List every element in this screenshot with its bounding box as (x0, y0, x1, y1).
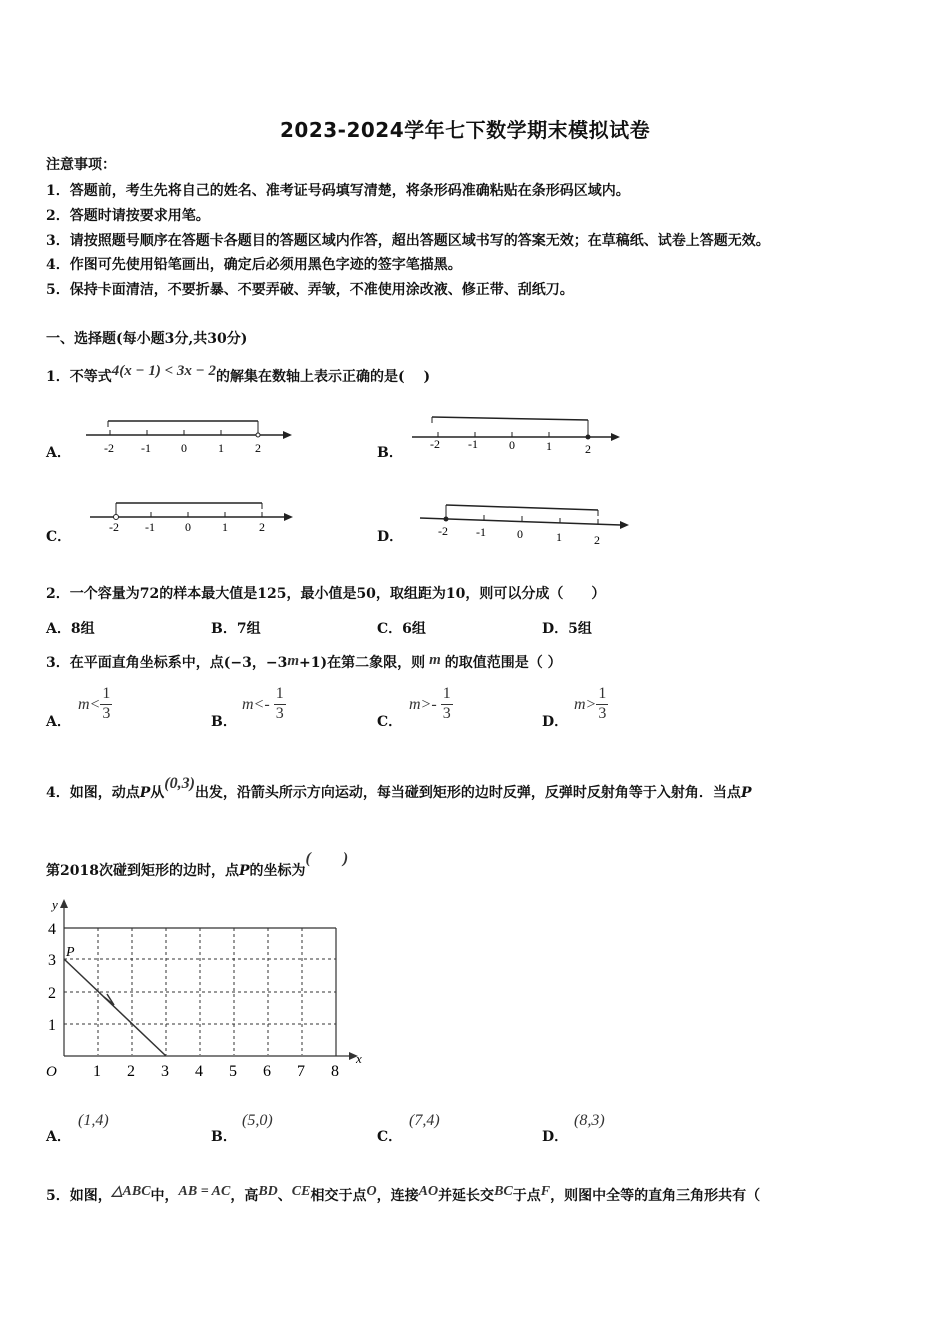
tick-label: 2 (585, 442, 591, 456)
notice-heading: 注意事项： (46, 157, 116, 173)
tick-label: -2 (109, 520, 119, 534)
x-tick: 4 (195, 1063, 203, 1080)
q3-option-d-expr: m> $\frac{1}{3}$ (574, 685, 607, 722)
tick-label: 0 (517, 527, 523, 541)
tick-label: -2 (104, 441, 114, 455)
q2-option-b: B．7组 (211, 621, 261, 637)
tick-label: -2 (430, 437, 440, 451)
notice-item: 1．答题前，考生先将自己的姓名、准考证号码填写清楚，将条形码准确粘贴在条形码区域内。 (46, 183, 630, 199)
question-5: 5．如图，△ABC中，AB = AC，高BD、CE相交于点O，连接AO并延长交BC于点F，则图中全等的直角三角形共有（ (46, 1184, 761, 1204)
tick-label: 1 (546, 439, 552, 453)
q2-option-c: C．6组 (377, 621, 426, 637)
tick-label: -1 (141, 441, 151, 455)
q4-option-c-label: C． (377, 1129, 403, 1145)
q3-option-a-expr: m< $\frac{1}{3}$ (78, 685, 111, 722)
tick-label: 0 (185, 520, 191, 534)
q1-option-b-label: B． (377, 445, 403, 461)
tick-label: -1 (476, 525, 486, 539)
q4-option-a: (1,4) (78, 1112, 109, 1129)
tick-label: 2 (259, 520, 265, 534)
question-4-line-2: 第2018次碰到矩形的边时，点P的坐标为( ) (46, 850, 349, 879)
q4-option-d: (8,3) (574, 1112, 605, 1129)
tick-label: 1 (218, 441, 224, 455)
q3-option-b-label: B． (211, 714, 237, 730)
notice-item: 5．保持卡面清洁，不要折暴、不要弄破、弄皱，不准使用涂改液、修正带、刮纸刀。 (46, 282, 574, 298)
tick-label: 0 (509, 438, 515, 452)
page-title: 2023-2024学年七下数学期末模拟试卷 (280, 118, 651, 142)
q4-option-c: (7,4) (409, 1112, 440, 1129)
notice-item: 2．答题时请按要求用笔。 (46, 208, 210, 224)
answer-blank: ( ) (305, 850, 349, 867)
q4-option-d-label: D． (542, 1129, 569, 1145)
q1-option-d-label: D． (377, 529, 404, 545)
tick-label: 0 (181, 441, 187, 455)
tick-label: -2 (438, 524, 448, 538)
notice-item: 3．请按照题号顺序在答题卡各题目的答题区域内作答，超出答题区域书写的答案无效；在草稿纸、试卷上答题无效。 (46, 233, 770, 249)
tick-label: 2 (255, 441, 261, 455)
y-tick: 3 (48, 952, 56, 969)
x-tick: 3 (161, 1063, 169, 1080)
q1-option-c-label: C． (46, 529, 72, 545)
question-3: 3．在平面直角坐标系中，点(−3，−3m+1)在第二象限，则 m 的取值范围是（ ） (46, 652, 562, 671)
y-tick: 4 (48, 921, 56, 938)
y-tick: 2 (48, 985, 56, 1002)
number-line-b (408, 405, 628, 460)
tick-label: -1 (468, 437, 478, 451)
tick-label: 1 (556, 530, 562, 544)
q2-option-d: D．5组 (542, 621, 592, 637)
q1-inequality: 4(x − 1) < 3x − 2 (111, 363, 216, 379)
section-heading: 一、选择题(每小题3分,共30分) (46, 331, 248, 347)
q4-coordinate-graph (40, 895, 370, 1085)
number-line-d (416, 500, 636, 550)
q3-option-c-expr: m>- $\frac{1}{3}$ (409, 685, 451, 722)
q1-option-a-label: A． (46, 445, 71, 461)
x-tick: 8 (331, 1063, 339, 1080)
x-tick: 2 (127, 1063, 135, 1080)
q3-option-b-expr: m<- $\frac{1}{3}$ (242, 685, 284, 722)
y-tick: 1 (48, 1017, 56, 1034)
q4-option-b-label: B． (211, 1129, 237, 1145)
question-1: 1．不等式4(x − 1) < 3x − 2的解集在数轴上表示正确的是( ) (46, 363, 431, 385)
number-line-a (80, 410, 300, 460)
q2-option-a: A．8组 (46, 621, 95, 637)
question-4-line-1: 4．如图，动点P从(0,3)出发，沿箭头所示方向运动，每当碰到矩形的边时反弹，反弹时反射角等于入射角．当点P (46, 775, 752, 801)
y-axis-label: y (52, 897, 58, 912)
x-axis-label: x (356, 1051, 362, 1066)
number-line-c (86, 495, 301, 540)
q3-option-d-label: D． (542, 714, 569, 730)
x-tick: 7 (297, 1063, 305, 1080)
question-2: 2．一个容量为72的样本最大值是125，最小值是50，取组距为10，则可以分成（ ） (46, 586, 606, 602)
q3-option-a-label: A． (46, 714, 71, 730)
point-p-label: P (66, 945, 75, 960)
q3-option-c-label: C． (377, 714, 403, 730)
tick-label: -1 (145, 520, 155, 534)
q4-option-b: (5,0) (242, 1112, 273, 1129)
q4-option-a-label: A． (46, 1129, 71, 1145)
x-tick: 1 (93, 1063, 101, 1080)
tick-label: 2 (594, 533, 600, 547)
x-tick: 5 (229, 1063, 237, 1080)
x-tick: 6 (263, 1063, 271, 1080)
tick-label: 1 (222, 520, 228, 534)
origin-label: O (46, 1064, 57, 1080)
notice-item: 4．作图可先使用铅笔画出，确定后必须用黑色字迹的签字笔描黑。 (46, 257, 462, 273)
